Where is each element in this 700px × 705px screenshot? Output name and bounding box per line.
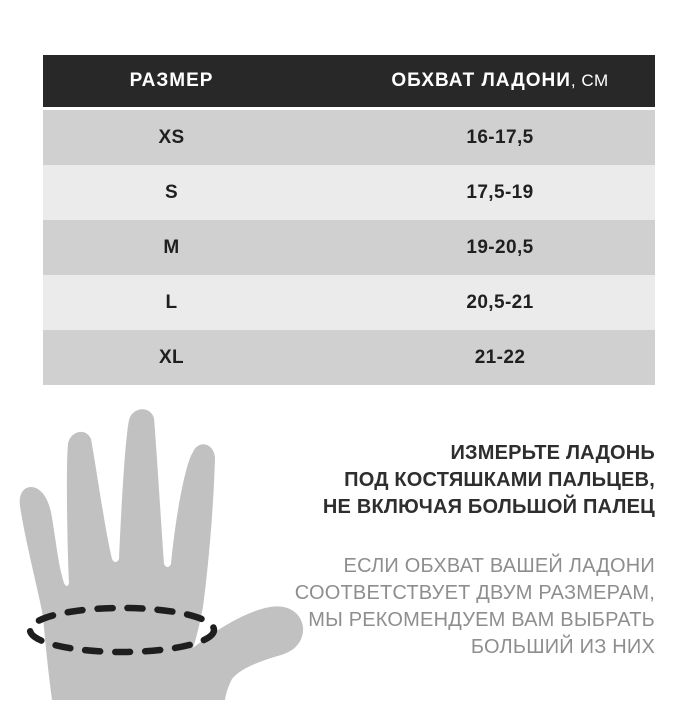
size-cell: S (164, 181, 179, 203)
circumference-header-label: ОБХВАТ ЛАДОНИ (391, 70, 571, 91)
table-row (43, 330, 655, 385)
size-cell: XL (158, 346, 185, 368)
size-recommendation-line: СООТВЕТСТВУЕТ ДВУМ РАЗМЕРАМ, (294, 582, 655, 604)
range-cell: 21-22 (474, 346, 526, 368)
hand-illustration (0, 400, 320, 700)
measure-instruction-line: НЕ ВКЛЮЧАЯ БОЛЬШОЙ ПАЛЕЦ (322, 496, 655, 518)
hand-illustration-svg (0, 400, 320, 700)
size-recommendation-line: МЫ РЕКОМЕНДУЕМ ВАМ ВЫБРАТЬ (308, 609, 655, 631)
measure-instruction-text (323, 440, 655, 521)
range-cell: 20,5-21 (466, 291, 534, 313)
measure-instruction-line: ИЗМЕРЬТЕ ЛАДОНЬ (450, 442, 655, 464)
size-column-header: РАЗМЕР (129, 70, 214, 91)
table-row (43, 165, 655, 220)
circumference-header-unit: , СМ (570, 71, 609, 90)
range-cell: 19-20,5 (466, 236, 534, 258)
table-row (43, 220, 655, 275)
size-recommendation-line: БОЛЬШИЙ ИЗ НИХ (470, 636, 655, 658)
hand-silhouette (20, 409, 303, 700)
size-table (43, 55, 655, 385)
range-cell: 16-17,5 (466, 126, 534, 148)
size-recommendation-line: ЕСЛИ ОБХВАТ ВАШЕЙ ЛАДОНИ (343, 555, 655, 577)
size-cell: L (165, 291, 178, 313)
size-recommendation-text (295, 553, 655, 661)
size-cell: XS (158, 126, 185, 148)
circumference-column-header (300, 70, 655, 92)
measure-instruction-line: ПОД КОСТЯШКАМИ ПАЛЬЦЕВ, (344, 469, 655, 491)
size-cell: M (163, 236, 180, 258)
table-row (43, 110, 655, 165)
table-header-row (43, 55, 655, 107)
range-cell: 17,5-19 (466, 181, 534, 203)
table-row (43, 275, 655, 330)
